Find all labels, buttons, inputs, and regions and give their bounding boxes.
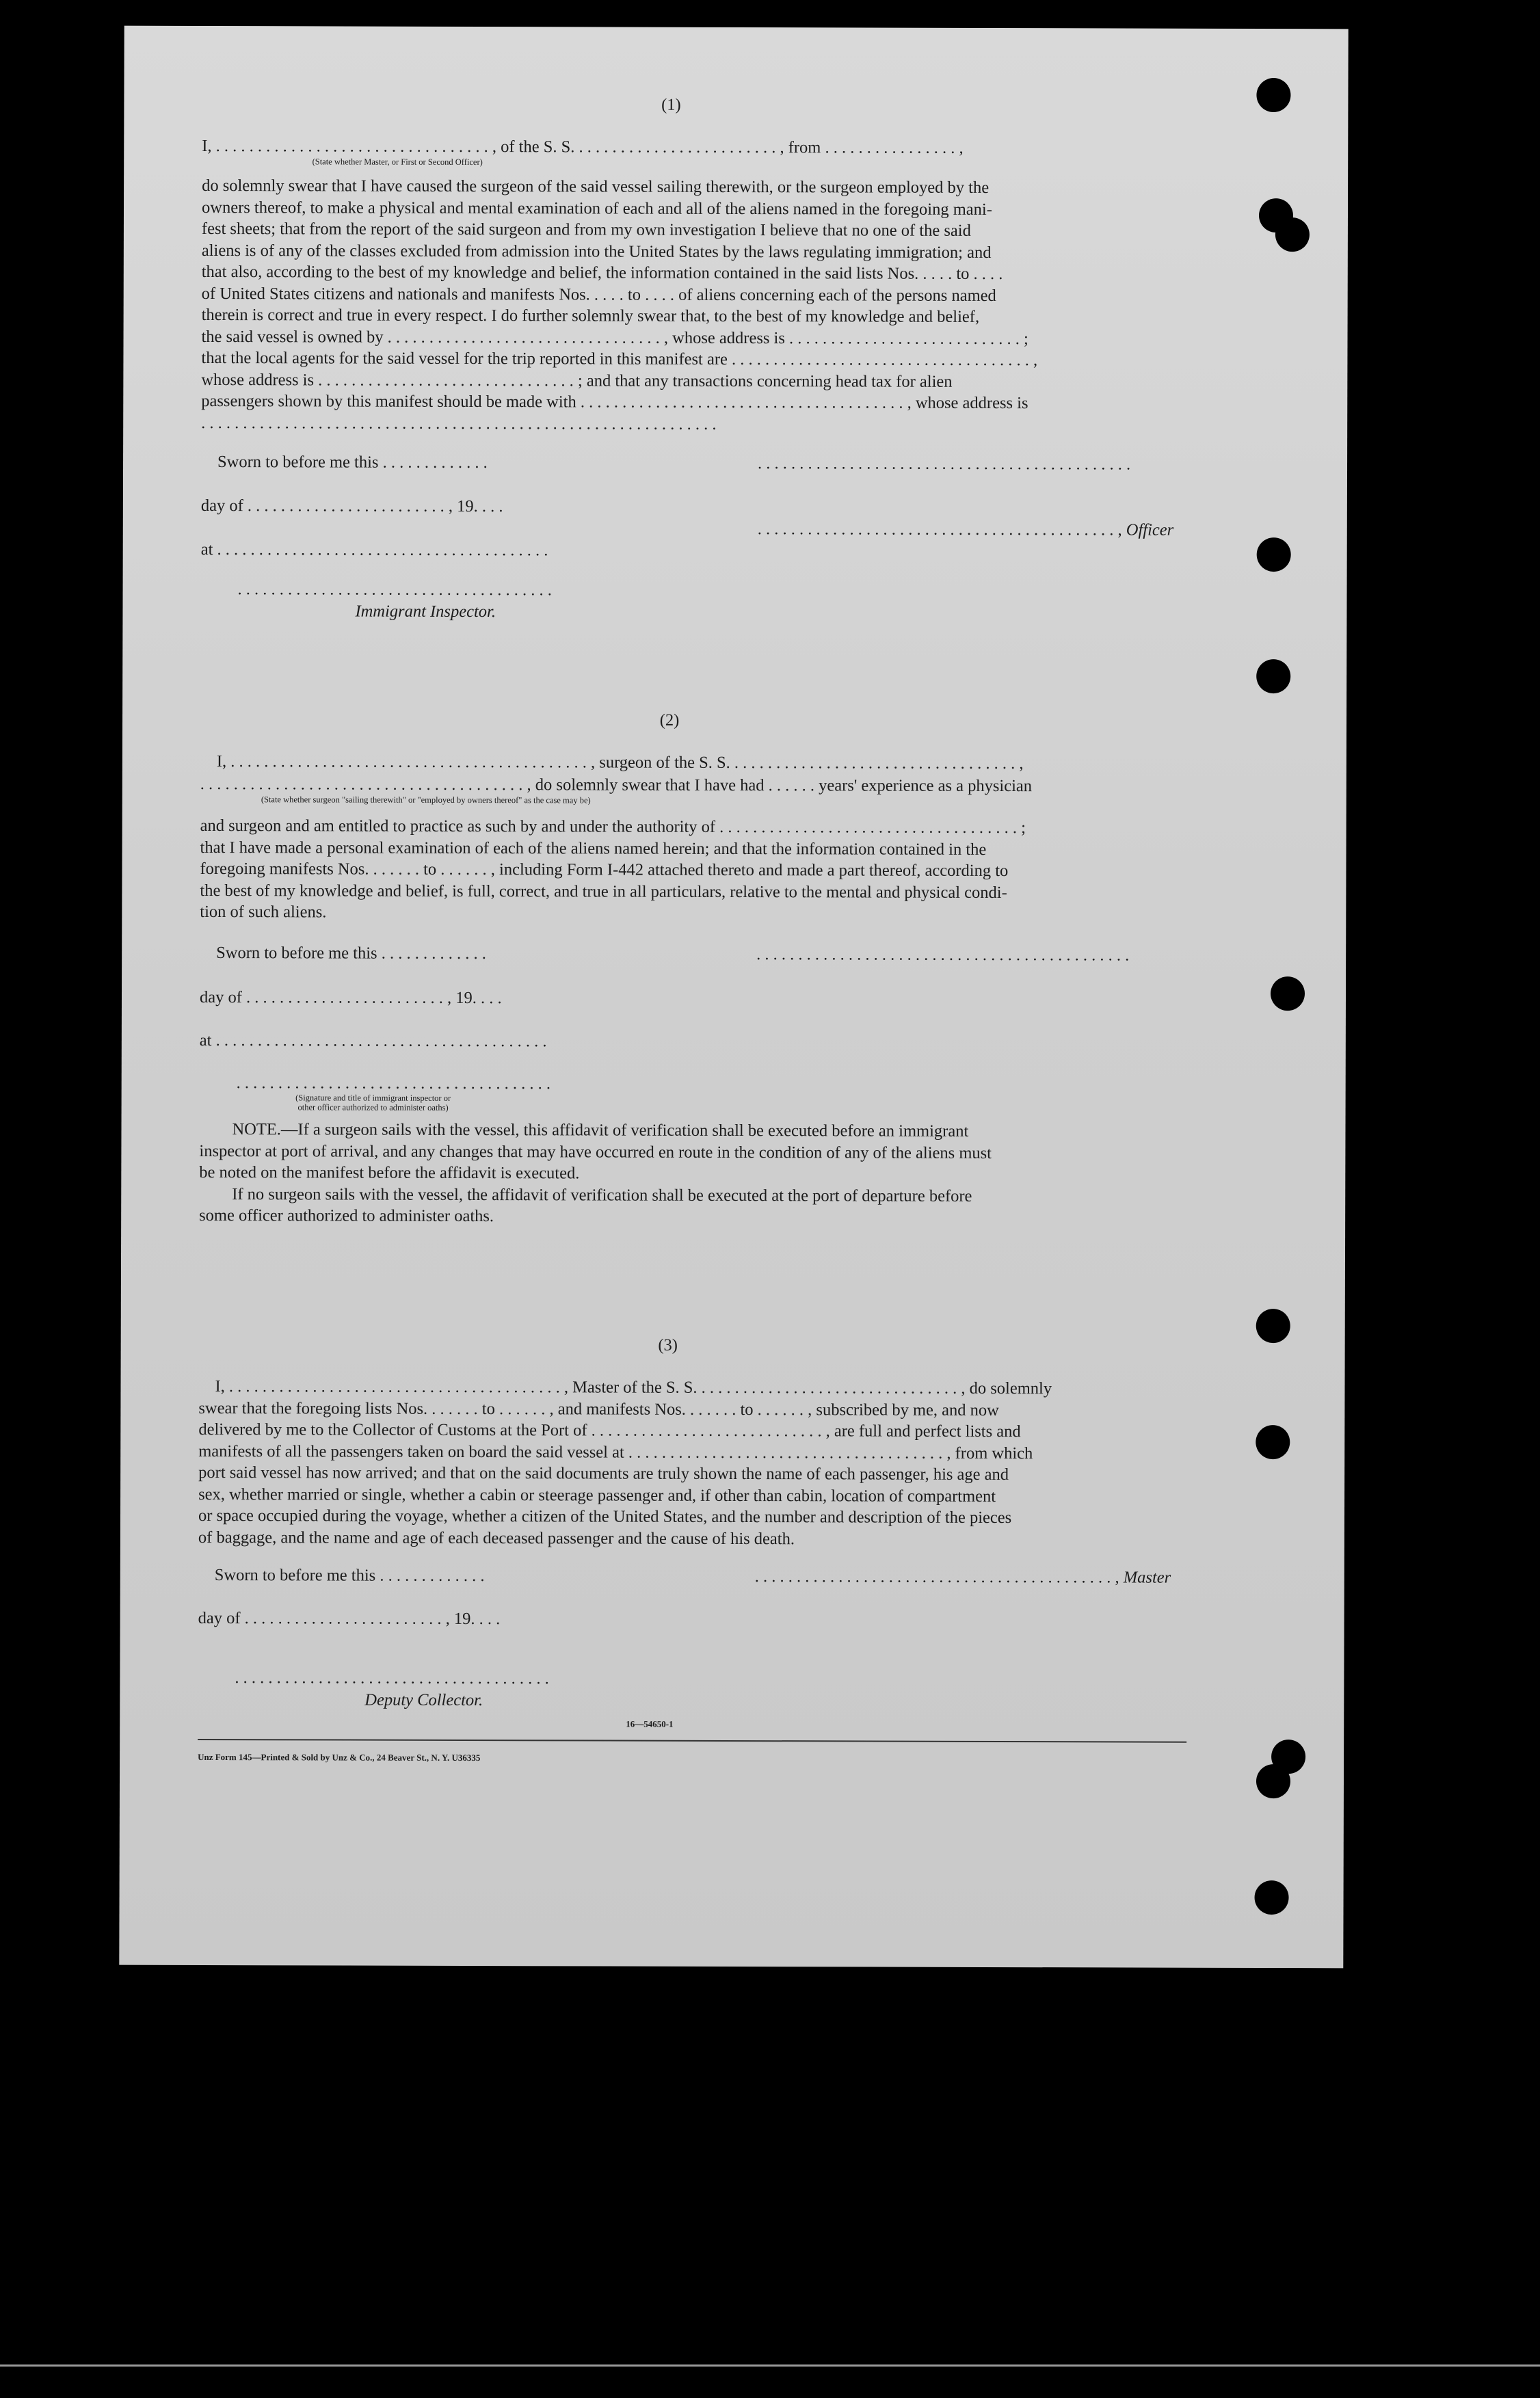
printer-credit: Unz Form 145—Printed & Sold by Unz & Co., 24 Beaver St., N. Y. U36335 [198, 1751, 481, 1763]
text-line: and surgeon and am entitled to practice as such by and under the authority of . . . . . . . . . . . . . . . . . . . . . . . . . . . . . . . . . . . . ; [200, 816, 1026, 838]
affidavit-2-second-line: . . . . . . . . . . . . . . . . . . . . . . . . . . . . . . . . . . . . . . . , do solemnly swear that I have had . . . . . . years' experience as a physician [200, 774, 1033, 796]
text-line: swear that the foregoing lists Nos. . . . . . . to . . . . . . , and manifests Nos. . . . . . . to . . . . . . , subscribed by me, and now [198, 1398, 999, 1420]
text-line: NOTE.—If a surgeon sails with the vessel, this affidavit of verification shall be executed before an immigrant [232, 1120, 969, 1141]
text-line: manifests of all the passengers taken on board the said vessel at . . . . . . . . . . . . . . . . . . . . . . . . . . . . . . . . . . . . . . , from which [198, 1441, 1033, 1463]
inspector-signature-line: . . . . . . . . . . . . . . . . . . . . . . . . . . . . . . . . . . . . . . [236, 1074, 551, 1093]
text-line: passengers shown by this manifest should be made with . . . . . . . . . . . . . . . . . . . . . . . . . . . . . . . . . . . . . . . , whose address is [201, 391, 1028, 413]
immigrant-inspector-label: Immigrant Inspector. [355, 602, 496, 622]
inspector-signature-line: . . . . . . . . . . . . . . . . . . . . . . . . . . . . . . . . . . . . . . [237, 580, 552, 600]
affidavit-2-surgeon-note: (State whether surgeon "sailing therewith" or "employed by owners thereof" as the case may be) [261, 795, 591, 805]
text-line: owners thereof, to make a physical and mental examination of each and all of the aliens named in the foregoing mani- [201, 198, 992, 219]
text-line: that also, according to the best of my knowledge and belief, the information contained in the said lists Nos. . . . . to . . . . [201, 262, 1003, 284]
affidavit-3-body [198, 1376, 1188, 1551]
text-line: fest sheets; that from the report of the said surgeon and from my own investigation I believe that no one of the said [201, 219, 971, 240]
text-line: I, . . . . . . . . . . . . . . . . . . . . . . . . . . . . . . . . . . . . . . . . , Master of the S. S. . . . . . . . . . . . . . . . . . . . . . . . . . . . . . . . , do solemnly [215, 1377, 1052, 1398]
text-line: whose address is . . . . . . . . . . . . . . . . . . . . . . . . . . . . . . . ; and that any transactions concerning head tax for alien [201, 370, 953, 391]
affidavit-3-number: (3) [658, 1335, 678, 1355]
day-of-line: day of . . . . . . . . . . . . . . . . . . . . . . . . , 19. . . . [198, 1608, 501, 1629]
signature-line: . . . . . . . . . . . . . . . . . . . . . . . . . . . . . . . . . . . . . . . . . . . . . [758, 454, 1131, 474]
affidavit-2-note [199, 1119, 1188, 1229]
signature-note: (Signature and title of immigrant inspector or [295, 1093, 451, 1103]
text-line: inspector at port of arrival, and any changes that may have occurred en route in the condition of any of the aliens must [199, 1141, 992, 1162]
affidavit-2-body [200, 815, 1189, 925]
officer-label: Officer [1126, 520, 1174, 539]
affidavit-1-officer-note: (State whether Master, or First or Second Officer) [312, 157, 483, 168]
text-line: tion of such aliens. [200, 902, 327, 922]
dotted-line: . . . . . . . . . . . . . . . . . . . . . . . . . . . . . . . . . . . . . . . . . . . , [754, 1567, 1124, 1587]
text-line: the best of my knowledge and belief, is full, correct, and true in all particulars, relative to the mental and physical condi- [200, 881, 1007, 902]
punch-hole [1256, 659, 1290, 693]
text-line: of United States citizens and nationals and manifests Nos. . . . . to . . . . of aliens concerning each of the persons named [201, 284, 996, 305]
manifest-back-page [119, 26, 1348, 1969]
text-line: of baggage, and the name and age of each deceased passenger and the cause of his death. [198, 1528, 795, 1548]
text-line: . . . . . . . . . . . . . . . . . . . . . . . . . . . . . . . . . . . . . . . . . . . . . . . . . . . . . . . . . . . . . . [201, 413, 717, 434]
text-line: or space occupied during the voyage, whether a citizen of the United States, and the number and description of the pieces [198, 1506, 1012, 1528]
signature-note: other officer authorized to administer oaths) [297, 1102, 449, 1113]
day-of-line: day of . . . . . . . . . . . . . . . . . . . . . . . . , 19. . . . [199, 987, 502, 1008]
text-line: that the local agents for the said vessel for the trip reported in this manifest are . . . . . . . . . . . . . . . . . . . . . . . . . . . . . . . . . . . . , [201, 348, 1038, 370]
text-line: foregoing manifests Nos. . . . . . . to . . . . . . , including Form I-442 attached thereto and made a part thereof, according to [200, 859, 1009, 881]
dotted-line: . . . . . . . . . . . . . . . . . . . . . . . . . . . . . . . . . . . . . . . . . . . , [757, 520, 1126, 539]
text-line: some officer authorized to administer oaths. [199, 1205, 494, 1226]
punch-hole [1257, 537, 1291, 572]
punch-hole [1256, 1425, 1290, 1459]
affidavit-1-body [201, 175, 1191, 436]
affidavit-1-first-line: I, . . . . . . . . . . . . . . . . . . . . . . . . . . . . . . . . . , of the S. S. . . . . . . . . . . . . . . . . . . . . . . . . , from . . . . . . . . . . . . . . . . , [202, 136, 964, 157]
punch-hole [1256, 1309, 1290, 1343]
sworn-label: Sworn to before me this . . . . . . . . . . . . . [216, 944, 486, 963]
text-line: the said vessel is owned by . . . . . . . . . . . . . . . . . . . . . . . . . . . . . . . . . , whose address is . . . . . . . . . . . . . . . . . . . . . . . . . . . . ; [201, 327, 1028, 348]
text-line: aliens is of any of the classes excluded from admission into the United States by the laws regulating immigration; and [201, 241, 992, 262]
footer-rule [198, 1739, 1186, 1743]
punch-hole [1256, 1764, 1290, 1798]
master-label: Master [1123, 1568, 1171, 1587]
master-signature [755, 1566, 1171, 1588]
sworn-label: Sworn to before me this . . . . . . . . . . . . . [214, 1566, 485, 1586]
text-line: therein is correct and true in every respect. I do further solemnly swear that, to the best of my knowledge and belief, [201, 305, 980, 326]
punch-hole [1271, 976, 1305, 1011]
at-line: at . . . . . . . . . . . . . . . . . . . . . . . . . . . . . . . . . . . . . . . . [199, 1030, 547, 1051]
text-line: be noted on the manifest before the affidavit is executed. [199, 1162, 580, 1183]
affidavit-2-first-line: I, . . . . . . . . . . . . . . . . . . . . . . . . . . . . . . . . . . . . . . . . . . . , surgeon of the S. S. . . . . . . . . . . . . . . . . . . . . . . . . . . . . . . . . . . , [216, 752, 1024, 773]
text-line: that I have made a personal examination of each of the aliens named herein; and that the information contained in the [200, 838, 987, 859]
text-line: If no surgeon sails with the vessel, the affidavit of verification shall be executed at the port of departure before [232, 1184, 972, 1205]
affidavit-1-number: (1) [661, 95, 681, 114]
collector-signature-line: . . . . . . . . . . . . . . . . . . . . . . . . . . . . . . . . . . . . . . [235, 1668, 549, 1688]
text-line: port said vessel has now arrived; and that on the said documents are truly shown the name of each passenger, his age and [198, 1463, 1009, 1484]
officer-signature [758, 518, 1173, 541]
text-line: delivered by me to the Collector of Customs at the Port of . . . . . . . . . . . . . . . . . . . . . . . . . . . . , are full and perfect lists and [198, 1420, 1021, 1441]
affidavit-2-number: (2) [659, 710, 680, 730]
deputy-collector-label: Deputy Collector. [364, 1690, 483, 1710]
form-code: 16—54650-1 [626, 1718, 674, 1729]
punch-hole [1256, 78, 1290, 112]
punch-hole [1254, 1880, 1288, 1915]
scan-streak [0, 2364, 1540, 2367]
punch-hole [1275, 217, 1310, 252]
day-of-line: day of . . . . . . . . . . . . . . . . . . . . . . . . , 19. . . . [200, 496, 503, 516]
at-line: at . . . . . . . . . . . . . . . . . . . . . . . . . . . . . . . . . . . . . . . . [200, 539, 548, 560]
text-line: sex, whether married or single, whether a cabin or steerage passenger and, if other than cabin, location of compartment [198, 1484, 996, 1506]
sworn-label: Sworn to before me this . . . . . . . . . . . . . [217, 453, 488, 472]
text-line: do solemnly swear that I have caused the surgeon of the said vessel sailing therewith, or the surgeon employed by the [202, 176, 990, 197]
signature-line: . . . . . . . . . . . . . . . . . . . . . . . . . . . . . . . . . . . . . . . . . . . . . [756, 945, 1130, 965]
